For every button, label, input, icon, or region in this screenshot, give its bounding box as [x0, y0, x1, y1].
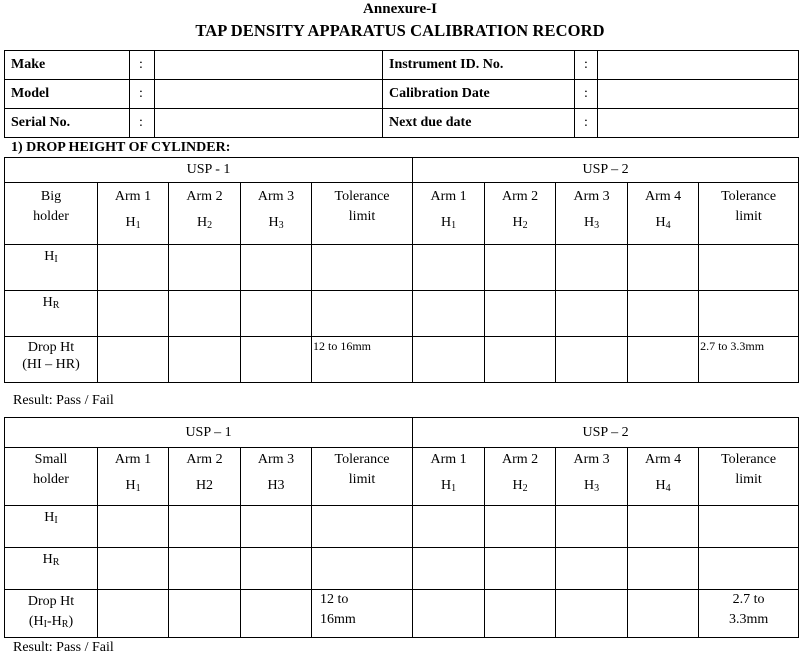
hr-cell[interactable]: [413, 548, 485, 590]
h-label: H: [584, 478, 595, 493]
arm-label: Arm 2: [186, 189, 223, 204]
hr-cell[interactable]: [485, 291, 556, 337]
hi-cell[interactable]: [169, 245, 241, 291]
tolerance-line1: 12 to: [320, 592, 349, 607]
tolerance-line2: limit: [735, 472, 762, 487]
hi-cell[interactable]: [312, 245, 413, 291]
tolerance-header: [312, 448, 413, 506]
drop-cell[interactable]: [241, 337, 312, 383]
drop-cell[interactable]: [169, 590, 241, 638]
arm-label: Arm 3: [573, 189, 610, 204]
drop-mid: -H: [47, 614, 62, 629]
tolerance-usp1: 12 to 16mm: [312, 337, 413, 383]
subscript: 3: [594, 483, 600, 494]
hr-cell[interactable]: [98, 291, 169, 337]
arm-label: Arm 4: [644, 452, 682, 467]
h-label: H: [44, 249, 55, 264]
drop-cell[interactable]: [241, 590, 312, 638]
colon: :: [575, 109, 598, 138]
drop-line1: Drop Ht: [27, 340, 75, 355]
tolerance-usp2: [699, 590, 799, 638]
arm-label: Arm 4: [644, 189, 682, 204]
info-row-serial: [5, 109, 799, 138]
hi-label: [5, 506, 98, 548]
make-label: Make: [5, 51, 130, 80]
arm1-header: [413, 448, 485, 506]
info-row-make: [5, 51, 799, 80]
calibration-date-value[interactable]: [598, 80, 799, 109]
hr-cell[interactable]: [312, 291, 413, 337]
h-label: H2: [195, 478, 214, 493]
subscript: R: [52, 557, 60, 568]
subscript: R: [61, 619, 69, 630]
colon: :: [130, 51, 155, 80]
holder-line1: Small: [34, 452, 68, 467]
hr-cell[interactable]: [699, 548, 799, 590]
big-holder-table: [4, 157, 799, 383]
hr-cell[interactable]: [169, 291, 241, 337]
colon: :: [130, 80, 155, 109]
drop-cell[interactable]: [556, 590, 628, 638]
subscript: I: [43, 619, 47, 630]
drop-cell[interactable]: [413, 337, 485, 383]
usp2-header: USP – 2: [413, 418, 799, 448]
arm-label: Arm 1: [430, 452, 467, 467]
arm-label: Arm 3: [257, 452, 295, 467]
column-header-row: [5, 448, 799, 506]
hr-cell[interactable]: [485, 548, 556, 590]
hr-cell[interactable]: [169, 548, 241, 590]
hr-cell[interactable]: [628, 291, 699, 337]
drop-cell[interactable]: [628, 337, 699, 383]
tolerance-line1: 2.7 to: [732, 592, 765, 607]
hr-cell[interactable]: [241, 548, 312, 590]
h-label: H: [655, 478, 666, 493]
hr-label: [5, 548, 98, 590]
hr-cell[interactable]: [556, 291, 628, 337]
drop-paren-open: (H: [28, 614, 44, 629]
arm4-header: [628, 183, 699, 245]
usp-group-header: [5, 418, 799, 448]
tolerance-header: [699, 183, 799, 245]
subscript: 4: [665, 483, 671, 494]
usp1-header: USP - 1: [5, 158, 413, 183]
h-label: H: [268, 215, 279, 230]
arm2-header: [485, 448, 556, 506]
arm-label: Arm 3: [573, 452, 610, 467]
subscript: 1: [451, 220, 457, 231]
subscript: 2: [522, 220, 528, 231]
hi-cell[interactable]: [413, 506, 485, 548]
tolerance-line2: limit: [735, 209, 762, 224]
arm-label: Arm 1: [114, 189, 152, 204]
next-due-date-label: Next due date: [383, 109, 575, 138]
instrument-id-label: Instrument ID. No.: [383, 51, 575, 80]
instrument-info-table: [4, 50, 799, 138]
section-title: 1) DROP HEIGHT OF CYLINDER:: [11, 140, 231, 155]
subscript: I: [54, 515, 58, 526]
tolerance-line2: 3.3mm: [728, 612, 769, 627]
usp2-header: USP – 2: [413, 158, 799, 183]
arm2-header: [485, 183, 556, 245]
h-label: H: [512, 215, 523, 230]
h-label: H: [655, 215, 666, 230]
small-holder-table: [4, 417, 799, 638]
subscript: 3: [278, 220, 284, 231]
arm-label: Arm 2: [186, 452, 223, 467]
hr-cell[interactable]: [312, 548, 413, 590]
holder-line2: holder: [33, 209, 69, 224]
arm3-header: [241, 448, 312, 506]
subscript: R: [52, 300, 60, 311]
hi-cell[interactable]: [98, 506, 169, 548]
hi-cell[interactable]: [699, 245, 799, 291]
drop-cell[interactable]: [169, 337, 241, 383]
drop-line1: Drop Ht: [27, 594, 75, 609]
result-line-1: Result: Pass / Fail: [13, 393, 114, 408]
h-label: H3: [267, 478, 285, 493]
tolerance-usp2: 2.7 to 3.3mm: [699, 337, 799, 383]
hi-cell[interactable]: [98, 245, 169, 291]
holder-line1: Big: [40, 189, 62, 204]
hr-row: [5, 291, 799, 337]
h-label: H: [512, 478, 523, 493]
annexure-label: Annexure-I: [363, 1, 437, 17]
subscript: I: [54, 254, 58, 265]
tolerance-usp1: [312, 590, 413, 638]
arm1-header: [98, 448, 169, 506]
subscript: 4: [665, 220, 671, 231]
drop-height-row: [5, 337, 799, 383]
hr-cell[interactable]: [413, 291, 485, 337]
colon: :: [130, 109, 155, 138]
next-due-date-value[interactable]: [598, 109, 799, 138]
serial-no-value[interactable]: [155, 109, 383, 138]
holder-header: [5, 448, 98, 506]
hi-cell[interactable]: [628, 506, 699, 548]
drop-cell[interactable]: [98, 590, 169, 638]
hi-row: [5, 506, 799, 548]
hr-label: [5, 291, 98, 337]
h-label: H: [42, 295, 53, 310]
arm3-header: [556, 183, 628, 245]
drop-height-label: [5, 337, 98, 383]
holder-header: [5, 183, 98, 245]
tolerance-header: [312, 183, 413, 245]
drop-cell[interactable]: [628, 590, 699, 638]
calibration-date-label: Calibration Date: [383, 80, 575, 109]
tolerance-line1: Tolerance: [721, 452, 777, 467]
info-row-model: [5, 80, 799, 109]
hi-cell[interactable]: [556, 245, 628, 291]
holder-line2: holder: [33, 472, 69, 487]
usp1-header: USP – 1: [5, 418, 413, 448]
arm4-header: [628, 448, 699, 506]
drop-line2: (HI – HR): [22, 357, 80, 372]
hr-cell[interactable]: [241, 291, 312, 337]
result-line-2: Result: Pass / Fail: [13, 640, 114, 655]
document-title: TAP DENSITY APPARATUS CALIBRATION RECORD: [195, 21, 605, 40]
model-value[interactable]: [155, 80, 383, 109]
arm1-header: [413, 183, 485, 245]
h-label: H: [125, 478, 136, 493]
hi-cell[interactable]: [628, 245, 699, 291]
hi-cell[interactable]: [556, 506, 628, 548]
tolerance-line1: Tolerance: [334, 189, 390, 204]
h-label: H: [196, 215, 208, 230]
arm3-header: [556, 448, 628, 506]
h-label: H: [584, 215, 595, 230]
drop-cell[interactable]: [413, 590, 485, 638]
hi-cell[interactable]: [485, 245, 556, 291]
hi-cell[interactable]: [169, 506, 241, 548]
hi-cell[interactable]: [241, 506, 312, 548]
tolerance-line2: limit: [348, 472, 376, 487]
arm2-header: [169, 183, 241, 245]
model-label: Model: [5, 80, 130, 109]
arm-label: Arm 2: [501, 452, 539, 467]
drop-height-row: [5, 590, 799, 638]
column-header-row: [5, 183, 799, 245]
serial-no-label: Serial No.: [5, 109, 130, 138]
hi-cell[interactable]: [241, 245, 312, 291]
subscript: 1: [135, 483, 141, 494]
hr-cell[interactable]: [98, 548, 169, 590]
drop-cell[interactable]: [556, 337, 628, 383]
make-value[interactable]: [155, 51, 383, 80]
hi-cell[interactable]: [413, 245, 485, 291]
subscript: 2: [207, 220, 213, 231]
instrument-id-value[interactable]: [598, 51, 799, 80]
arm-label: Arm 1: [114, 452, 152, 467]
tolerance-header: [699, 448, 799, 506]
arm1-header: [98, 183, 169, 245]
h-label: H: [125, 215, 136, 230]
hr-cell[interactable]: [556, 548, 628, 590]
subscript: 2: [522, 483, 528, 494]
hr-cell[interactable]: [699, 291, 799, 337]
hr-row: [5, 548, 799, 590]
subscript: 3: [594, 220, 600, 231]
arm-label: Arm 3: [257, 189, 295, 204]
drop-cell[interactable]: [98, 337, 169, 383]
drop-cell[interactable]: [485, 337, 556, 383]
h-label: H: [441, 215, 452, 230]
colon: :: [575, 80, 598, 109]
h-label: H: [42, 552, 53, 567]
tolerance-line1: Tolerance: [721, 189, 777, 204]
drop-paren-close: ): [68, 614, 74, 629]
arm3-header: [241, 183, 312, 245]
usp-group-header: [5, 158, 799, 183]
colon: :: [575, 51, 598, 80]
hi-label: [5, 245, 98, 291]
arm-label: Arm 2: [501, 189, 539, 204]
hi-row: [5, 245, 799, 291]
arm2-header: [169, 448, 241, 506]
h-label: H: [44, 510, 55, 525]
drop-cell[interactable]: [485, 590, 556, 638]
h-label: H: [441, 478, 452, 493]
hi-cell[interactable]: [485, 506, 556, 548]
subscript: 1: [135, 220, 141, 231]
tolerance-line2: 16mm: [320, 612, 356, 627]
tolerance-line2: limit: [348, 209, 376, 224]
arm-label: Arm 1: [430, 189, 467, 204]
hi-cell[interactable]: [312, 506, 413, 548]
tolerance-line1: Tolerance: [334, 452, 390, 467]
hi-cell[interactable]: [699, 506, 799, 548]
subscript: 1: [451, 483, 457, 494]
hr-cell[interactable]: [628, 548, 699, 590]
drop-height-label: [5, 590, 98, 638]
